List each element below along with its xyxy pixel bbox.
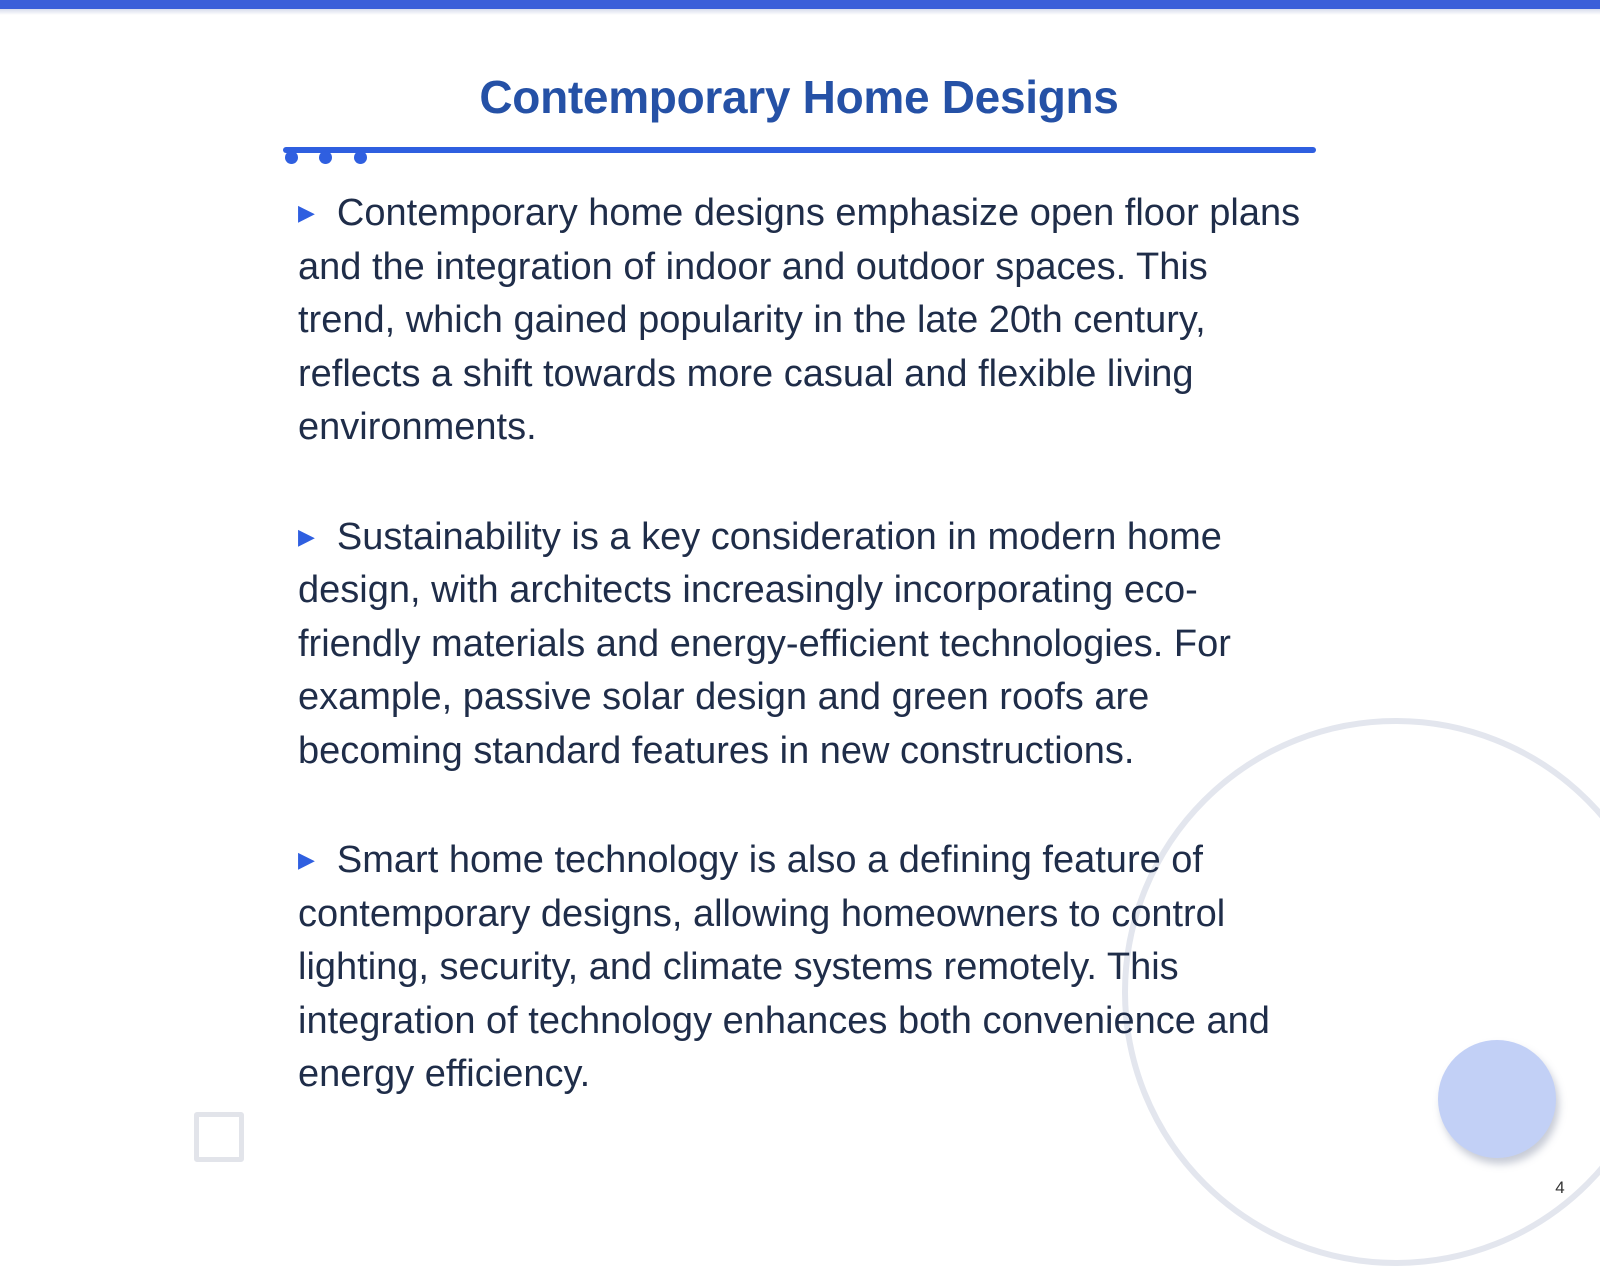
decorative-circle (1438, 1040, 1556, 1158)
bullet-text: Smart home technology is also a defining feature of contemporary designs, allowing homeowners to control lighting, security, and climate systems remotely. This integration of technology enhances both convenience and energy efficiency. (298, 839, 1270, 1095)
underline-dot (319, 151, 332, 164)
decorative-square (194, 1112, 244, 1162)
underline-dot (354, 151, 367, 164)
triangle-bullet-icon: ▶ (298, 847, 315, 872)
triangle-bullet-icon: ▶ (298, 200, 315, 225)
top-accent-bar (0, 0, 1600, 9)
bullet-item (298, 833, 1308, 1102)
underline-dot (285, 151, 298, 164)
bullet-text: Contemporary home designs emphasize open floor plans and the integration of indoor and outdoor spaces. This trend, which gained popularity in the late 20th century, reflects a shift towards more casual and flexible living environments. (298, 192, 1301, 448)
top-accent-bar-shadow (0, 9, 1600, 15)
slide-title: Contemporary Home Designs (479, 71, 1119, 123)
bullet-text: Sustainability is a key consideration in modern home design, with architects increasingly incorporating eco-friendly materials and energy-efficient technologies. For example, passive solar design and green roofs are becoming standard features in new constructions. (298, 515, 1231, 772)
bullet-item (298, 510, 1308, 779)
bullet-list (298, 186, 1308, 1157)
title-underline-dots (283, 151, 373, 165)
bullet-item (298, 186, 1308, 455)
triangle-bullet-icon: ▶ (298, 523, 315, 549)
title-underline (283, 147, 1316, 153)
page-number: 4 (1555, 1178, 1565, 1197)
